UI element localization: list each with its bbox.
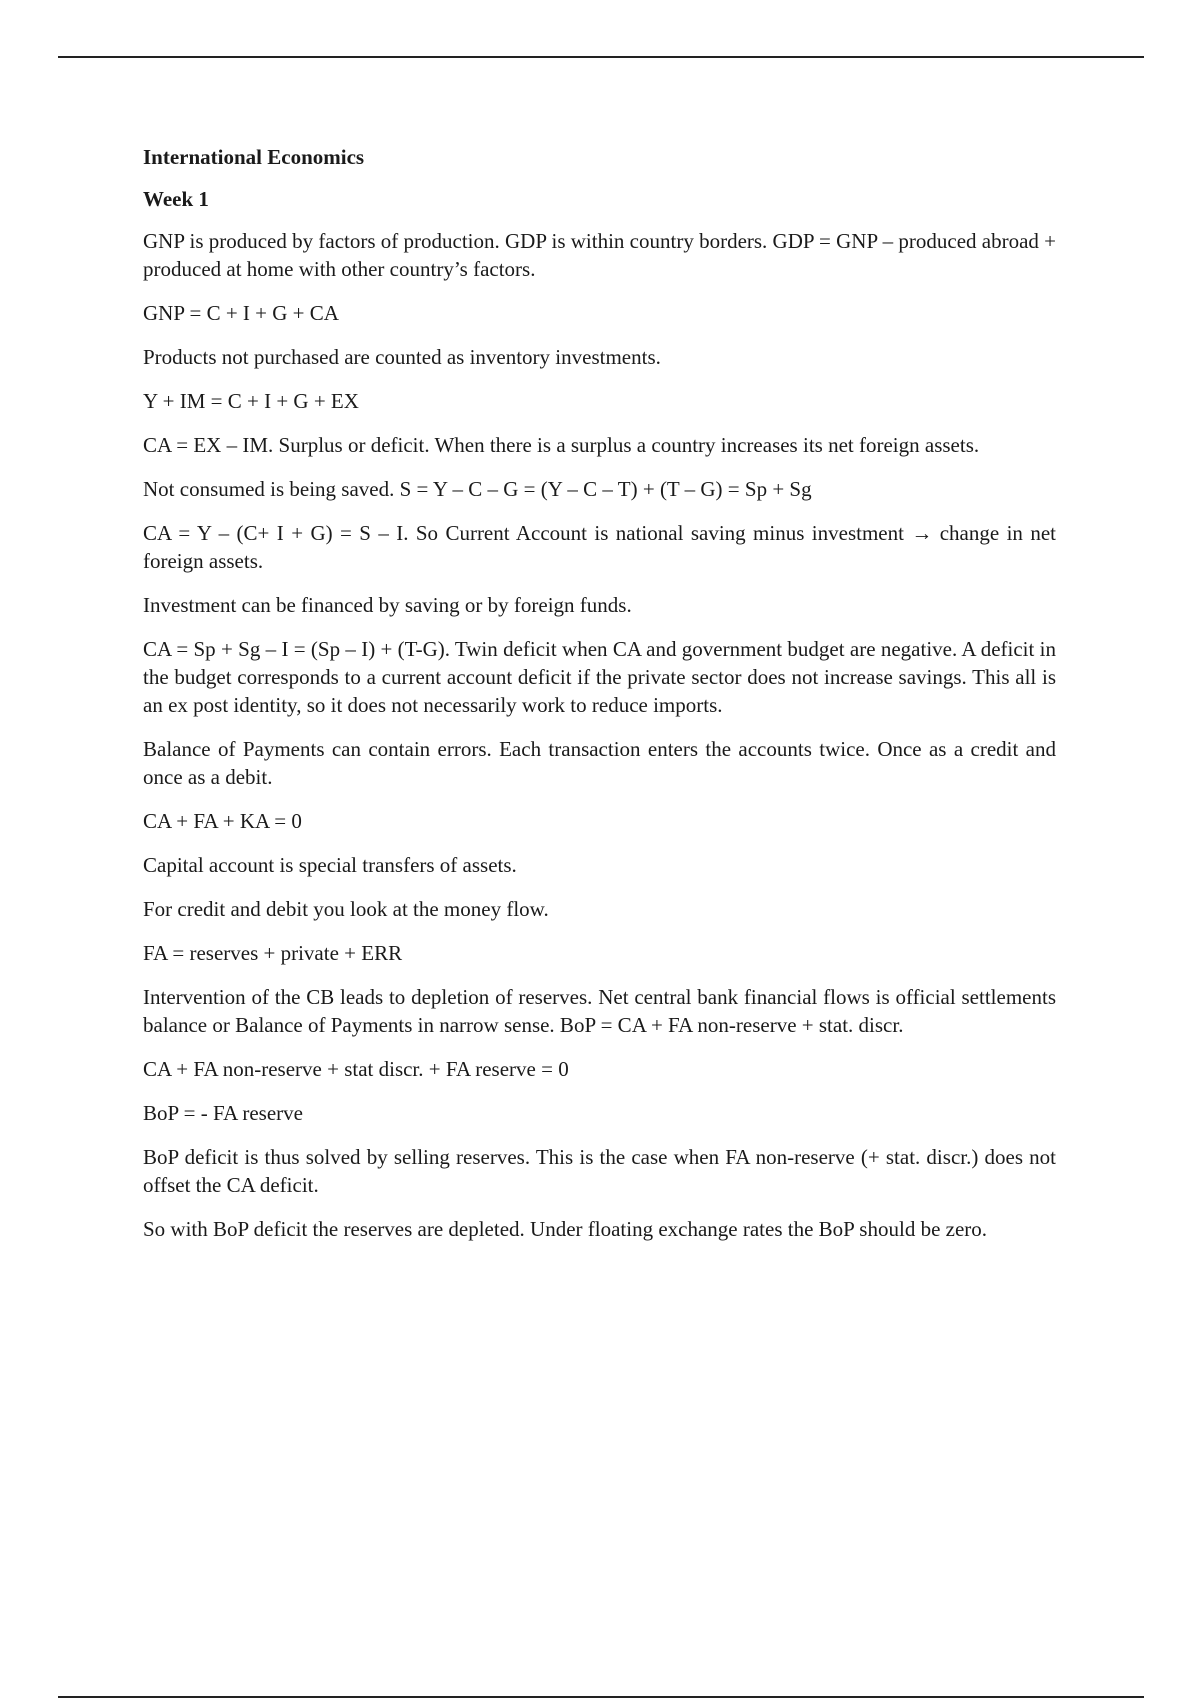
paragraph: Not consumed is being saved. S = Y – C – G = (Y – C – T) + (T – G) = Sp + Sg: [143, 477, 812, 501]
paragraph: CA = Y – (C+ I + G) = S – I. So Current Account is national saving minus investment → change in net foreign assets.: [143, 521, 1056, 573]
footer-rule: [58, 1696, 1144, 1698]
paragraph: GNP is produced by factors of production. GDP is within country borders. GDP = GNP – produced abroad + produced at home with other country’s factors.: [143, 229, 1056, 281]
document-title: International Economics: [143, 145, 365, 169]
equation: CA + FA non-reserve + stat discr. + FA reserve = 0: [143, 1057, 569, 1081]
equation: CA + FA + KA = 0: [143, 809, 302, 833]
equation: BoP = - FA reserve: [143, 1101, 303, 1125]
paragraph: Intervention of the CB leads to depletion of reserves. Net central bank financial flows is official settlements balance or Balance of Payments in narrow sense. BoP = CA + FA non-reserve + stat. discr.: [143, 985, 1056, 1037]
paragraph: Capital account is special transfers of assets.: [143, 853, 517, 877]
document-body: [143, 143, 1056, 1259]
equation: Y + IM = C + I + G + EX: [143, 389, 359, 413]
document-subtitle: Week 1: [143, 187, 209, 211]
header-rule: [58, 56, 1144, 58]
paragraph: CA = Sp + Sg – I = (Sp – I) + (T-G). Twin deficit when CA and government budget are negative. A deficit in the budget corresponds to a current account deficit if the private sector does not increase savings. This all is an ex post identity, so it does not necessarily work to reduce imports.: [143, 637, 1056, 717]
paragraph: CA = EX – IM. Surplus or deficit. When there is a surplus a country increases its net foreign assets.: [143, 433, 980, 457]
paragraph: So with BoP deficit the reserves are depleted. Under floating exchange rates the BoP should be zero.: [143, 1217, 988, 1241]
paragraph: Products not purchased are counted as inventory investments.: [143, 345, 661, 369]
paragraph: Investment can be financed by saving or by foreign funds.: [143, 593, 632, 617]
paragraph: BoP deficit is thus solved by selling reserves. This is the case when FA non-reserve (+ stat. discr.) does not offset the CA deficit.: [143, 1145, 1056, 1197]
equation: FA = reserves + private + ERR: [143, 941, 403, 965]
paragraph: For credit and debit you look at the money flow.: [143, 897, 549, 921]
equation: GNP = C + I + G + CA: [143, 301, 339, 325]
paragraph: Balance of Payments can contain errors. Each transaction enters the accounts twice. Once as a credit and once as a debit.: [143, 737, 1056, 789]
